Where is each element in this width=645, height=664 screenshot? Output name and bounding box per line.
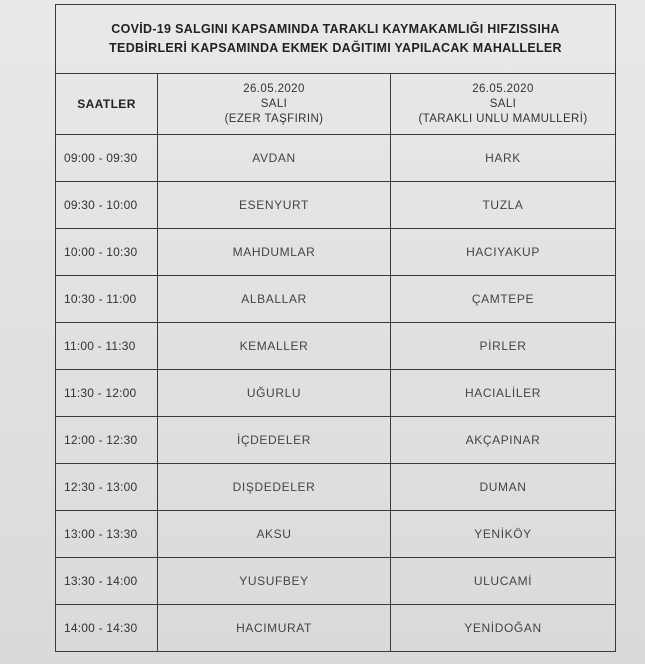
time-slot: 10:30 - 11:00 <box>56 276 158 323</box>
neighborhood-ezer-tasfirin: YUSUFBEY <box>158 558 391 605</box>
header-time: SAATLER <box>56 74 158 135</box>
time-slot: 09:30 - 10:00 <box>56 182 158 229</box>
time-slot: 11:30 - 12:00 <box>56 370 158 417</box>
neighborhood-ezer-tasfirin: İÇDEDELER <box>158 417 391 464</box>
document-title-line-2: TEDBİRLERİ KAPSAMINDA EKMEK DAĞITIMI YAPILACAK MAHALLELER <box>109 41 562 55</box>
neighborhood-tarakli-unlu-mamulleri: HARK <box>391 135 616 182</box>
neighborhood-ezer-tasfirin: UĞURLU <box>158 370 391 417</box>
time-slot: 14:00 - 14:30 <box>56 605 158 652</box>
document-title <box>56 5 616 74</box>
neighborhood-tarakli-unlu-mamulleri: AKÇAPINAR <box>391 417 616 464</box>
neighborhood-tarakli-unlu-mamulleri: ULUCAMİ <box>391 558 616 605</box>
table-row <box>56 182 616 229</box>
table-row <box>56 370 616 417</box>
table-row <box>56 323 616 370</box>
table-row <box>56 605 616 652</box>
header-col2-day: SALI <box>489 97 517 110</box>
neighborhood-tarakli-unlu-mamulleri: ÇAMTEPE <box>391 276 616 323</box>
neighborhood-tarakli-unlu-mamulleri: PİRLER <box>391 323 616 370</box>
header-ezer-tasfirin <box>158 74 391 135</box>
time-slot: 12:00 - 12:30 <box>56 417 158 464</box>
header-row <box>56 74 616 135</box>
neighborhood-tarakli-unlu-mamulleri: DUMAN <box>391 464 616 511</box>
neighborhood-ezer-tasfirin: ESENYURT <box>158 182 391 229</box>
header-col1-date: 26.05.2020 <box>243 82 305 95</box>
header-col1-day: SALI <box>260 97 288 110</box>
time-slot: 10:00 - 10:30 <box>56 229 158 276</box>
neighborhood-tarakli-unlu-mamulleri: HACIYAKUP <box>391 229 616 276</box>
header-col2-date: 26.05.2020 <box>472 82 534 95</box>
neighborhood-ezer-tasfirin: HACIMURAT <box>158 605 391 652</box>
header-tarakli-unlu-mamulleri <box>391 74 616 135</box>
table-row <box>56 464 616 511</box>
neighborhood-ezer-tasfirin: AVDAN <box>158 135 391 182</box>
time-slot: 09:00 - 09:30 <box>56 135 158 182</box>
table-row <box>56 276 616 323</box>
table-row <box>56 135 616 182</box>
header-col1-bakery: (EZER TAŞFIRIN) <box>224 112 324 125</box>
header-col2-bakery: (TARAKLI UNLU MAMULLERİ) <box>418 112 588 125</box>
table-row <box>56 558 616 605</box>
neighborhood-ezer-tasfirin: AKSU <box>158 511 391 558</box>
time-slot: 12:30 - 13:00 <box>56 464 158 511</box>
document-title-line-1: COVİD-19 SALGINI KAPSAMINDA TARAKLI KAYMAKAMLIĞI HIFZISSIHA <box>111 22 560 36</box>
neighborhood-tarakli-unlu-mamulleri: YENİKÖY <box>391 511 616 558</box>
table-row <box>56 417 616 464</box>
neighborhood-ezer-tasfirin: MAHDUMLAR <box>158 229 391 276</box>
distribution-schedule-table <box>55 4 616 652</box>
neighborhood-tarakli-unlu-mamulleri: TUZLA <box>391 182 616 229</box>
neighborhood-tarakli-unlu-mamulleri: HACIALİLER <box>391 370 616 417</box>
time-slot: 11:00 - 11:30 <box>56 323 158 370</box>
time-slot: 13:00 - 13:30 <box>56 511 158 558</box>
neighborhood-ezer-tasfirin: KEMALLER <box>158 323 391 370</box>
schedule-body <box>56 135 616 652</box>
neighborhood-ezer-tasfirin: ALBALLAR <box>158 276 391 323</box>
title-row <box>56 5 616 74</box>
table-row <box>56 511 616 558</box>
neighborhood-tarakli-unlu-mamulleri: YENİDOĞAN <box>391 605 616 652</box>
table-row <box>56 229 616 276</box>
neighborhood-ezer-tasfirin: DIŞDEDELER <box>158 464 391 511</box>
time-slot: 13:30 - 14:00 <box>56 558 158 605</box>
